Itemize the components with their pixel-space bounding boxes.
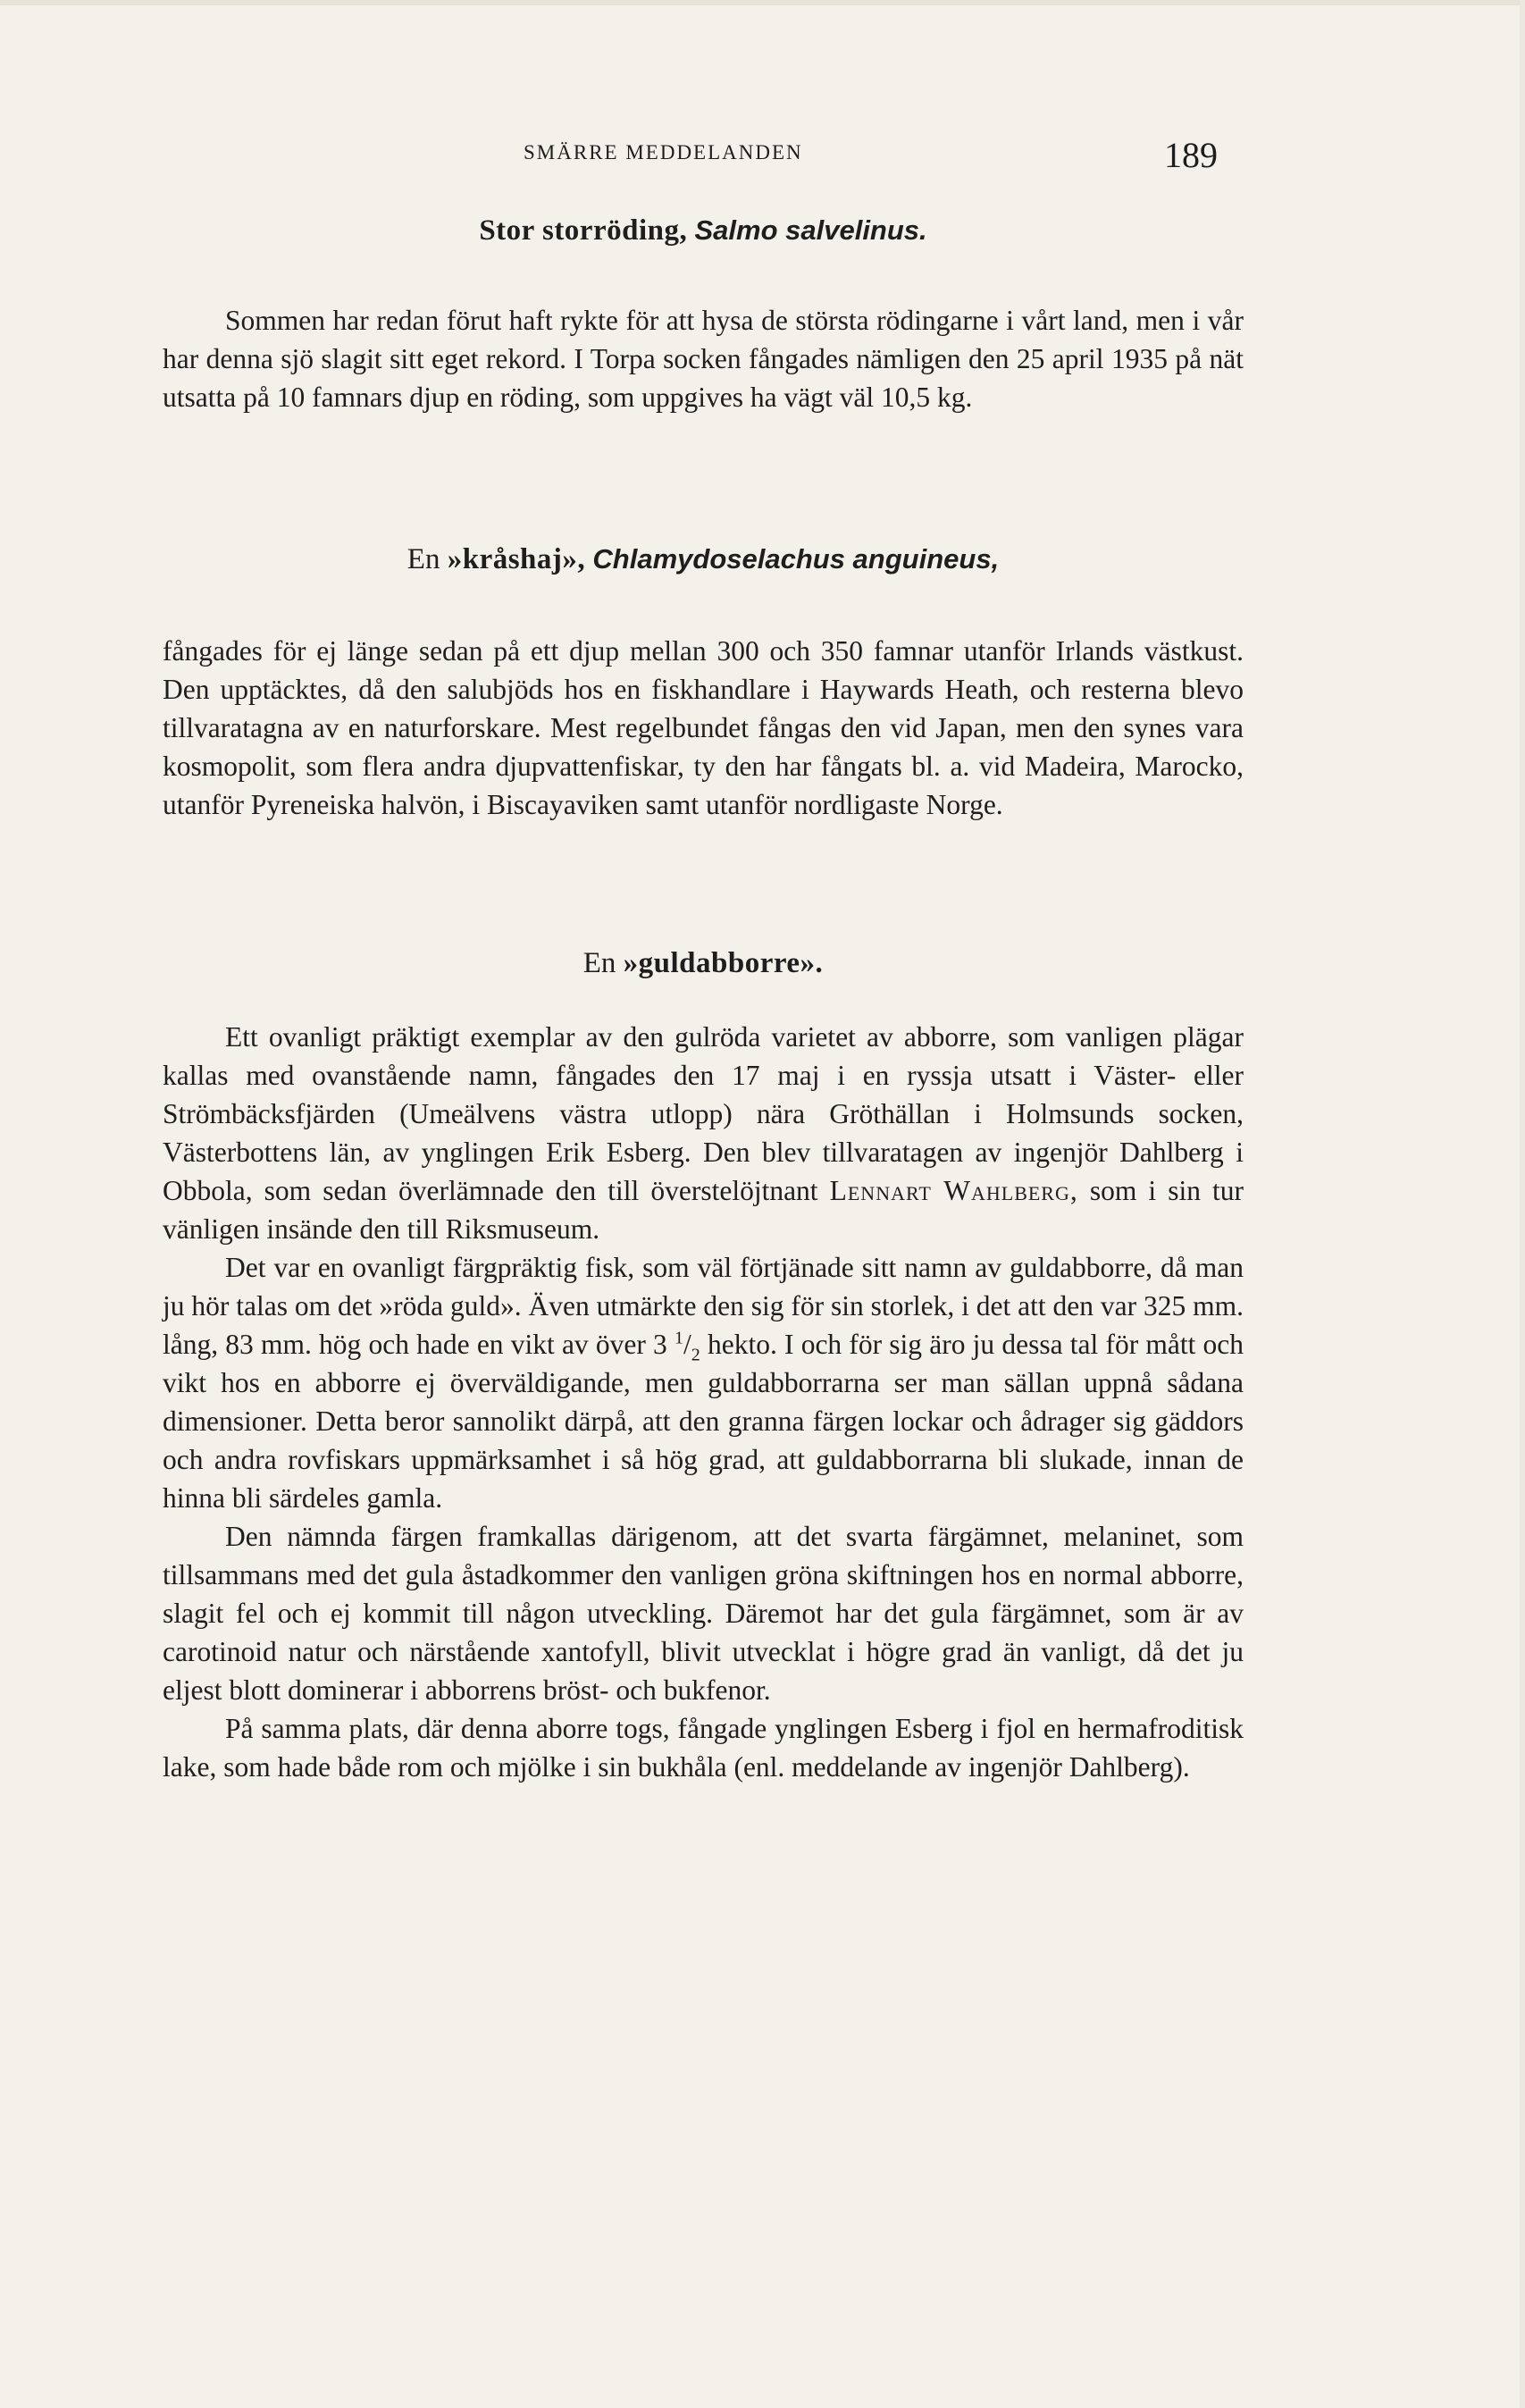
fraction-denominator: 2 (691, 1345, 700, 1365)
paragraph-text: hekto. I och för sig äro ju dessa tal för mått och vikt hos en abborre ej överväldigande, men guldabborrarna ser man sällan uppnå sådana dimensioner. Detta beror sannolikt därpå, att den granna färgen lockar och ådrager sig gäddors och andra rovfiskars uppmärksamhet i så hög grad, att guldabborrarna bli slukade, innan de hinna bli särdeles gamla. (163, 1329, 1244, 1514)
title-common-name: »kråshaj», (447, 543, 586, 575)
paragraph-text: som i sin tur vänligen insände den till Riksmuseum. (163, 1175, 1244, 1245)
page-right-edge (1520, 0, 1525, 2408)
page-number: 189 (1164, 135, 1218, 175)
title-article-word: En (406, 543, 440, 575)
article-paragraph (163, 1018, 1244, 1248)
title-scientific-name: Chlamydoselachus anguineus, (592, 543, 1000, 575)
title-common-name: Stor storröding, (479, 214, 688, 247)
article-paragraph: Det var en ovanligt färgpräktig fisk, som väl förtjänade sitt namn av guldabborre, då man ju hör talas om det »röda guld». Även utmärkte den sig för sin storlek, i det att den var 325 mm. lång, 83 mm. hög och hade en vikt av över 3 $^1/_2$ hekto. I och för sig äro ju dessa tal för mått och vikt hos en abborre ej överväldigande, men guldabborrarna ser man sällan uppnå sådana dimensioner. Detta beror sannolikt därpå, att den granna färgen lockar och ådrager sig gäddors och andra rovfiskars uppmärksamhet i så hög grad, att guldabborrarna bli slukade, innan de hinna bli särdeles gamla. (163, 1252, 1244, 1514)
title-article-word: En (582, 947, 616, 979)
article-paragraph: Den nämnda färgen framkallas därigenom, att det svarta färgämnet, melaninet, som tillsammans med det gula åstadkommer den vanligen gröna skiftningen hos en normal abborre, slagit fel och ej kommit till någon utveckling. Däremot har det gula färgämnet, som är av carotinoid natur och närstående xantofyll, blivit utvecklat i högre grad än vanligt, då det ju eljest blott dominerar i abborrens bröst- och bukfenor. (163, 1521, 1244, 1706)
title-scientific-name: Salmo salvelinus. (694, 214, 927, 246)
article-paragraph: Sommen har redan förut haft rykte för att hysa de största rödingarne i vårt land, men i vår har denna sjö slagit sitt eget rekord. I Torpa socken fångades nämligen den 25 april 1935 på nät utsatta på 10 famnars djup en röding, som uppgives ha vägt väl 10,5 kg. (163, 305, 1244, 413)
running-head: SMÄRRE MEDDELANDEN (524, 141, 803, 164)
article-title (163, 543, 1244, 576)
article-title (163, 947, 1244, 980)
page-top-edge (0, 0, 1525, 5)
article-krashaj (163, 543, 1244, 824)
article-stor-storroding (163, 214, 1244, 416)
article-guldabborre (163, 947, 1244, 1786)
title-common-name: »guldabborre». (623, 947, 824, 979)
person-name: Lennart Wahlberg, (829, 1175, 1078, 1206)
fraction-numerator: 1 (675, 1328, 683, 1348)
article-title (163, 214, 1244, 248)
article-paragraph: fångades för ej länge sedan på ett djup mellan 300 och 350 famnar utanför Irlands västkust. Den upptäcktes, då den salubjöds hos en fiskhandlare i Haywards Heath, och resterna blevo tillvaratagna av en naturforskare. Mest regelbundet fångas den vid Japan, men den synes vara kosmopolit, som flera andra djupvattenfiskar, ty den har fångats bl. a. vid Madeira, Marocko, utanför Pyreneiska halvön, i Biscayaviken samt utanför nordligaste Norge. (163, 635, 1244, 820)
paragraph-text: Ett ovanligt präktigt exemplar av den gulröda varietet av abborre, som vanligen plägar kallas med ovanstående namn, fångades den 17 maj i en ryssja utsatt i Väster- eller Strömbäcksfjärden (Umeälvens västra utlopp) nära Gröthällan i Holmsunds socken, Västerbottens län, av ynglingen Erik Esberg. Den blev tillvaratagen av ingenjör Dahlberg i Obbola, som sedan överlämnade den till överstelöjtnant (163, 1021, 1244, 1206)
article-paragraph: På samma plats, där denna aborre togs, fångade ynglingen Esberg i fjol en hermafroditisk lake, som hade både rom och mjölke i sin bukhåla (enl. meddelande av ingenjör Dahlberg). (163, 1713, 1244, 1783)
paragraph-text: Det var en ovanligt färgpräktig fisk, som väl förtjänade sitt namn av guldabborre, då man ju hör talas om det »röda guld». Även utmärkte den sig för sin storlek, i det att den var 325 mm. lång, 83 mm. hög och hade en vikt av över 3 (163, 1252, 1244, 1360)
